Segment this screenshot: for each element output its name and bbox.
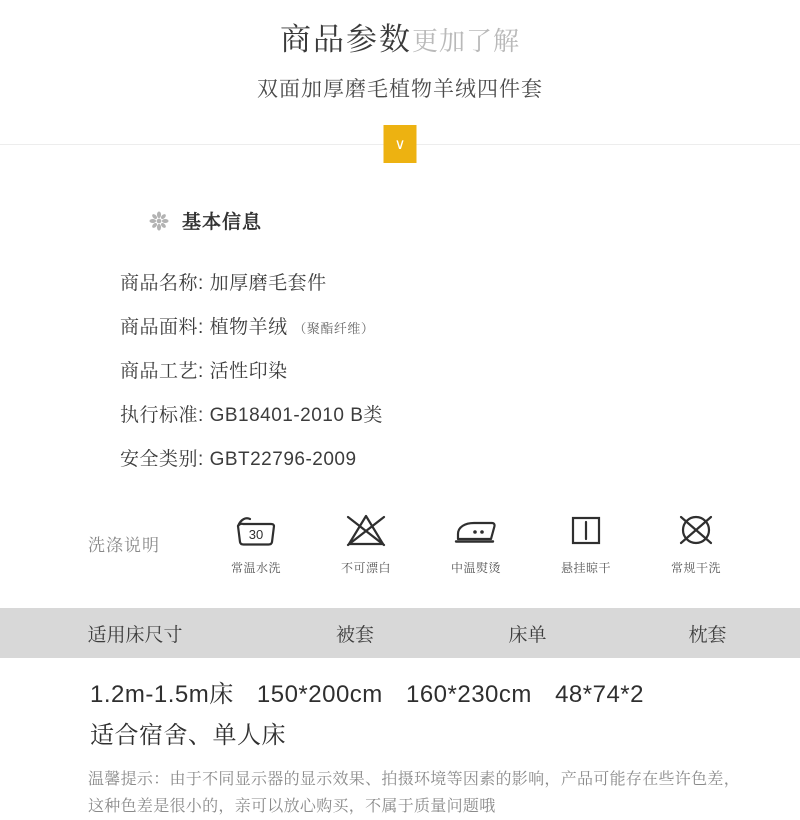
chevron-down-icon: ∨ — [384, 125, 417, 163]
section-divider — [0, 125, 800, 165]
page-header — [0, 0, 800, 103]
spec-value: 活性印染 — [209, 361, 288, 382]
spec-row — [120, 400, 800, 427]
page-title: 商品参数 — [279, 22, 412, 57]
spec-label: 商品工艺: — [120, 361, 204, 382]
wash-care-label: 常规干洗 — [670, 561, 721, 575]
wash-care-item — [438, 509, 514, 576]
flower-icon — [148, 210, 170, 232]
spec-row — [120, 444, 800, 471]
wash-care-title: 洗涤说明 — [88, 536, 160, 555]
no-dryclean-circle-icon — [658, 509, 734, 551]
spec-label: 商品名称: — [120, 273, 204, 294]
wash-care-section — [88, 509, 800, 576]
wash-care-item — [328, 509, 404, 576]
spec-row — [120, 356, 800, 383]
spec-note: （聚酯纤维） — [293, 321, 375, 336]
spec-label: 商品面料: — [120, 317, 204, 338]
product-name-subtitle: 双面加厚磨毛植物羊绒四件套 — [257, 78, 543, 101]
color-difference-tip: 温馨提示：由于不同显示器的显示效果、拍摄环境等因素的影响，产品可能存在些许色差，这种色差是很小的，亲可以放心购买，不属于质量问题哦 — [88, 771, 741, 816]
wash-care-label: 常温水洗 — [230, 561, 281, 575]
no-bleach-triangle-icon — [328, 509, 404, 551]
size-usage-note: 适合宿舍、单人床 — [90, 722, 286, 749]
title-row — [0, 14, 800, 59]
size-table-header-cell: 适用床尺寸 — [87, 624, 183, 646]
section-title: 基本信息 — [182, 212, 263, 233]
spec-value: GBT22796-2009 — [209, 449, 357, 470]
spec-value: 加厚磨毛套件 — [209, 273, 327, 294]
size-cell-bed: 1.2m-1.5m床 — [90, 681, 234, 708]
wash-care-label: 悬挂晾干 — [560, 561, 611, 575]
table-row — [90, 674, 800, 709]
wash-care-item — [658, 509, 734, 576]
svg-text:30: 30 — [248, 527, 264, 542]
size-table-header-cell: 床单 — [508, 624, 547, 646]
wash-care-item — [548, 509, 624, 576]
basic-info-header — [148, 207, 800, 234]
spec-value: 植物羊绒 — [209, 317, 288, 338]
wash-care-label: 中温熨烫 — [450, 561, 501, 575]
wash-care-label: 不可漂白 — [340, 561, 391, 575]
wash-tub-30-icon — [218, 509, 294, 551]
spec-value: GB18401-2010 B类 — [209, 405, 383, 426]
size-table-header-cell: 枕套 — [688, 624, 727, 646]
wash-care-item — [218, 509, 294, 576]
size-table-header — [0, 608, 800, 658]
spec-list — [120, 268, 800, 471]
spec-row — [120, 312, 800, 339]
wash-care-items — [218, 509, 734, 576]
iron-medium-icon — [438, 509, 514, 551]
size-table-header-cell: 被套 — [335, 624, 374, 646]
spec-label: 安全类别: — [120, 449, 204, 470]
size-cell-pillow: 48*74*2 — [555, 681, 644, 708]
spec-label: 执行标准: — [120, 405, 204, 426]
drip-dry-icon — [548, 509, 624, 551]
page-title-sub: 更加了解 — [411, 26, 520, 56]
size-table-body — [90, 674, 800, 750]
size-cell-duvet: 150*200cm — [256, 681, 383, 708]
size-cell-sheet: 160*230cm — [405, 681, 532, 708]
spec-row — [120, 268, 800, 295]
